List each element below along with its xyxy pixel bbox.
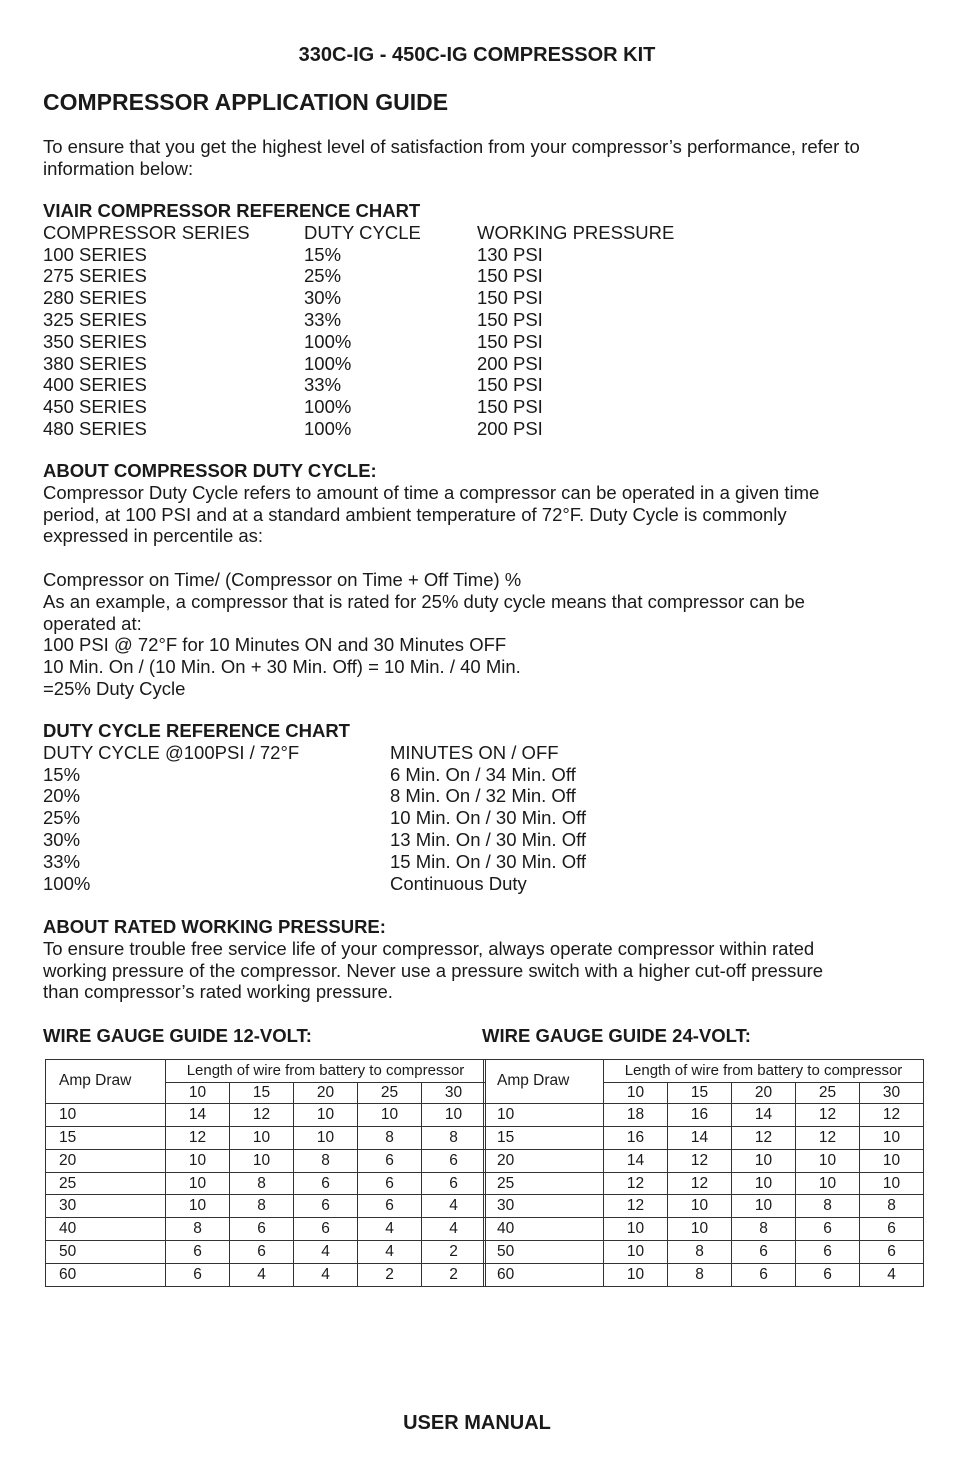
gauge-cell: 10 (796, 1172, 860, 1195)
reference-chart-row (43, 374, 913, 396)
gauge-cell: 12 (604, 1195, 668, 1218)
duty-cell: 100% (304, 396, 352, 418)
duty-chart-header (43, 742, 913, 764)
length-cell: 30 (860, 1082, 924, 1103)
gauge-cell: 2 (358, 1264, 422, 1287)
pressure-cell: 150 PSI (477, 308, 543, 330)
gauge-cell: 10 (166, 1172, 230, 1195)
gauge-cell: 12 (796, 1103, 860, 1126)
duty-about-line: Compressor on Time/ (Compressor on Time + Off Time) % (43, 568, 522, 590)
table-row (46, 1126, 486, 1149)
gauge-cell: 10 (604, 1241, 668, 1264)
gauge-cell: 12 (230, 1103, 294, 1126)
amp-cell: 60 (46, 1264, 166, 1287)
duty-cell: 33% (304, 308, 342, 330)
header-series: COMPRESSOR SERIES (43, 221, 250, 243)
duty-cell: 100% (304, 352, 352, 374)
gauge-cell: 8 (166, 1218, 230, 1241)
table-row (484, 1149, 924, 1172)
gauge-cell: 10 (860, 1126, 924, 1149)
minutes-cell: Continuous Duty (390, 872, 527, 894)
table-row (46, 1218, 486, 1241)
gauge-cell: 10 (668, 1195, 732, 1218)
gauge-cell: 6 (422, 1172, 486, 1195)
duty-cycle-reference-chart (43, 720, 913, 894)
amp-draw-header: Amp Draw (46, 1060, 166, 1104)
compressor-reference-chart (43, 200, 913, 440)
gauge-cell: 12 (796, 1126, 860, 1149)
gauge-cell: 8 (860, 1195, 924, 1218)
duty-cell: 100% (304, 417, 352, 439)
minutes-cell: 6 Min. On / 34 Min. Off (390, 763, 576, 785)
gauge-cell: 14 (668, 1126, 732, 1149)
duty-about-line: expressed in percentile as: (43, 525, 264, 547)
table-row (46, 1195, 486, 1218)
amp-cell: 30 (484, 1195, 604, 1218)
duty-cell: 20% (43, 785, 81, 807)
gauge-cell: 6 (732, 1241, 796, 1264)
gauge-cell: 6 (230, 1218, 294, 1241)
reference-chart-row (43, 331, 913, 353)
gauge-cell: 6 (422, 1149, 486, 1172)
gauge-cell: 4 (294, 1241, 358, 1264)
gauge-cell: 6 (860, 1241, 924, 1264)
gauge-cell: 16 (668, 1103, 732, 1126)
gauge-cell: 10 (294, 1103, 358, 1126)
table-row (46, 1241, 486, 1264)
pressure-cell: 200 PSI (477, 417, 543, 439)
reference-chart-title: VIAIR COMPRESSOR REFERENCE CHART (43, 200, 421, 221)
gauge-cell: 10 (166, 1195, 230, 1218)
gauge-cell: 10 (860, 1149, 924, 1172)
gauge-cell: 12 (604, 1172, 668, 1195)
gauge-cell: 6 (796, 1264, 860, 1287)
amp-cell: 60 (484, 1264, 604, 1287)
gauge-cell: 14 (166, 1103, 230, 1126)
pressure-about-line: than compressor’s rated working pressure. (43, 981, 393, 1003)
gauge-cell: 10 (604, 1218, 668, 1241)
gauge-cell: 12 (668, 1149, 732, 1172)
gauge-cell: 8 (668, 1264, 732, 1287)
gauge-cell: 12 (860, 1103, 924, 1126)
gauge-cell: 8 (796, 1195, 860, 1218)
gauge-cell: 4 (358, 1218, 422, 1241)
gauge-cell: 6 (166, 1264, 230, 1287)
table-row (46, 1103, 486, 1126)
pressure-cell: 130 PSI (477, 243, 543, 265)
gauge-cell: 18 (604, 1103, 668, 1126)
table-row (46, 1264, 486, 1287)
length-cell: 20 (294, 1082, 358, 1103)
series-cell: 280 SERIES (43, 287, 147, 309)
amp-cell: 15 (46, 1126, 166, 1149)
amp-cell: 25 (46, 1172, 166, 1195)
gauge-cell: 16 (604, 1126, 668, 1149)
gauge-cell: 12 (732, 1126, 796, 1149)
amp-cell: 10 (46, 1103, 166, 1126)
duty-cell: 100% (43, 872, 91, 894)
reference-chart-row (43, 396, 913, 418)
gauge-cell: 4 (358, 1241, 422, 1264)
header-minutes: MINUTES ON / OFF (390, 741, 559, 763)
series-cell: 450 SERIES (43, 396, 147, 418)
gauge-cell: 8 (230, 1195, 294, 1218)
gauge-cell: 6 (732, 1264, 796, 1287)
gauge-cell: 14 (604, 1149, 668, 1172)
duty-chart-row (43, 785, 913, 807)
gauge-cell: 6 (358, 1149, 422, 1172)
gauge-cell: 8 (230, 1172, 294, 1195)
table-row (484, 1241, 924, 1264)
series-cell: 100 SERIES (43, 243, 147, 265)
table-header-row (484, 1060, 924, 1083)
series-cell: 275 SERIES (43, 265, 147, 287)
duty-about-line: As an example, a compressor that is rated for 25% duty cycle means that compressor can be (43, 590, 805, 612)
length-cell: 25 (358, 1082, 422, 1103)
duty-about-line: period, at 100 PSI and at a standard ambient temperature of 72°F. Duty Cycle is commonly (43, 503, 787, 525)
minutes-cell: 15 Min. On / 30 Min. Off (390, 850, 587, 872)
table-row (484, 1264, 924, 1287)
gauge-cell: 6 (166, 1241, 230, 1264)
amp-cell: 10 (484, 1103, 604, 1126)
gauge-cell: 6 (294, 1172, 358, 1195)
pressure-cell: 150 PSI (477, 374, 543, 396)
wire-gauge-24v-table (483, 1059, 924, 1287)
amp-draw-header: Amp Draw (484, 1060, 604, 1104)
gauge-cell: 10 (796, 1149, 860, 1172)
minutes-cell: 10 Min. On / 30 Min. Off (390, 807, 587, 829)
duty-about-line: Compressor Duty Cycle refers to amount of time a compressor can be operated in a given time (43, 481, 820, 503)
gauge-cell: 6 (796, 1241, 860, 1264)
working-pressure-about-section (43, 916, 913, 1003)
amp-cell: 50 (46, 1241, 166, 1264)
pressure-cell: 200 PSI (477, 352, 543, 374)
table-row (46, 1172, 486, 1195)
pressure-cell: 150 PSI (477, 396, 543, 418)
duty-chart-title: DUTY CYCLE REFERENCE CHART (43, 720, 350, 741)
intro-paragraph (43, 136, 913, 180)
length-header: Length of wire from battery to compressor (604, 1060, 924, 1083)
duty-cell: 25% (43, 807, 81, 829)
duty-about-line: operated at: (43, 612, 142, 634)
duty-chart-row (43, 764, 913, 786)
reference-chart-row (43, 287, 913, 309)
duty-about-line: =25% Duty Cycle (43, 677, 186, 699)
gauge-cell: 10 (166, 1149, 230, 1172)
gauge-cell: 8 (358, 1126, 422, 1149)
duty-chart-row (43, 873, 913, 895)
gauge-cell: 4 (422, 1218, 486, 1241)
duty-cell: 33% (43, 850, 81, 872)
minutes-cell: 8 Min. On / 32 Min. Off (390, 785, 576, 807)
duty-cycle-about-section (43, 460, 913, 700)
table-row (484, 1126, 924, 1149)
gauge-cell: 14 (732, 1103, 796, 1126)
table-row (46, 1149, 486, 1172)
gauge-cell: 10 (604, 1264, 668, 1287)
length-cell: 15 (668, 1082, 732, 1103)
amp-cell: 20 (484, 1149, 604, 1172)
minutes-cell: 13 Min. On / 30 Min. Off (390, 828, 587, 850)
gauge-cell: 6 (294, 1218, 358, 1241)
gauge-cell: 10 (668, 1218, 732, 1241)
table-row (484, 1103, 924, 1126)
length-cell: 30 (422, 1082, 486, 1103)
gauge-cell: 8 (294, 1149, 358, 1172)
gauge-cell: 10 (732, 1172, 796, 1195)
gauge-cell: 4 (422, 1195, 486, 1218)
pressure-about-title: ABOUT RATED WORKING PRESSURE: (43, 916, 386, 937)
wire-gauge-12v-title: WIRE GAUGE GUIDE 12-VOLT: (43, 1025, 312, 1046)
footer-user-manual: USER MANUAL (403, 1412, 551, 1434)
duty-cell: 100% (304, 330, 352, 352)
length-cell: 20 (732, 1082, 796, 1103)
length-cell: 10 (166, 1082, 230, 1103)
wire-gauge-24v-title: WIRE GAUGE GUIDE 24-VOLT: (482, 1025, 751, 1046)
series-cell: 480 SERIES (43, 417, 147, 439)
gauge-cell: 10 (732, 1195, 796, 1218)
gauge-cell: 8 (732, 1218, 796, 1241)
gauge-cell: 2 (422, 1264, 486, 1287)
pressure-cell: 150 PSI (477, 265, 543, 287)
duty-about-line: 10 Min. On / (10 Min. On + 30 Min. Off) = 10 Min. / 40 Min. (43, 656, 521, 678)
duty-cell: 25% (304, 265, 342, 287)
duty-about-line (43, 547, 913, 569)
pressure-about-line: To ensure trouble free service life of your compressor, always operate compressor within rated (43, 937, 815, 959)
table-header-row (46, 1060, 486, 1083)
amp-cell: 50 (484, 1241, 604, 1264)
header-duty-cycle: DUTY CYCLE (304, 221, 421, 243)
amp-cell: 40 (484, 1218, 604, 1241)
gauge-cell: 6 (294, 1195, 358, 1218)
gauge-cell: 10 (860, 1172, 924, 1195)
intro-line: To ensure that you get the highest level of satisfaction from your compressor’s performance, refer to (43, 136, 860, 157)
gauge-cell: 6 (358, 1172, 422, 1195)
series-cell: 400 SERIES (43, 374, 147, 396)
gauge-cell: 4 (860, 1264, 924, 1287)
gauge-cell: 12 (668, 1172, 732, 1195)
length-header: Length of wire from battery to compressor (166, 1060, 486, 1083)
wire-gauge-12v-table (45, 1059, 486, 1287)
pressure-cell: 150 PSI (477, 330, 543, 352)
series-cell: 380 SERIES (43, 352, 147, 374)
duty-chart-row (43, 807, 913, 829)
gauge-cell: 6 (860, 1218, 924, 1241)
duty-cell: 33% (304, 374, 342, 396)
gauge-cell: 10 (358, 1103, 422, 1126)
table-row (484, 1218, 924, 1241)
duty-about-line: 100 PSI @ 72°F for 10 Minutes ON and 30 Minutes OFF (43, 634, 507, 656)
intro-line: information below: (43, 157, 194, 179)
series-cell: 350 SERIES (43, 330, 147, 352)
duty-cell: 15% (43, 763, 81, 785)
gauge-cell: 6 (230, 1241, 294, 1264)
length-cell: 25 (796, 1082, 860, 1103)
length-cell: 10 (604, 1082, 668, 1103)
header-duty-cycle: DUTY CYCLE @100PSI / 72°F (43, 741, 300, 763)
length-cell: 15 (230, 1082, 294, 1103)
kit-title: 330C-IG - 450C-IG COMPRESSOR KIT (298, 44, 656, 66)
amp-cell: 25 (484, 1172, 604, 1195)
gauge-cell: 4 (230, 1264, 294, 1287)
gauge-cell: 12 (166, 1126, 230, 1149)
duty-chart-row (43, 829, 913, 851)
duty-chart-row (43, 851, 913, 873)
reference-chart-row (43, 265, 913, 287)
reference-chart-header (43, 222, 913, 244)
amp-cell: 40 (46, 1218, 166, 1241)
duty-cell: 30% (304, 287, 342, 309)
table-row (484, 1195, 924, 1218)
gauge-cell: 4 (294, 1264, 358, 1287)
table-row (484, 1172, 924, 1195)
duty-cell: 30% (43, 828, 81, 850)
gauge-cell: 6 (796, 1218, 860, 1241)
guide-title: COMPRESSOR APPLICATION GUIDE (43, 89, 449, 115)
gauge-cell: 10 (230, 1149, 294, 1172)
reference-chart-row (43, 309, 913, 331)
gauge-cell: 6 (358, 1195, 422, 1218)
amp-cell: 15 (484, 1126, 604, 1149)
gauge-cell: 10 (732, 1149, 796, 1172)
series-cell: 325 SERIES (43, 308, 147, 330)
gauge-cell: 10 (230, 1126, 294, 1149)
gauge-cell: 10 (294, 1126, 358, 1149)
reference-chart-row (43, 353, 913, 375)
reference-chart-row (43, 244, 913, 266)
pressure-about-line: working pressure of the compressor. Never use a pressure switch with a higher cut-off pressure (43, 959, 824, 981)
gauge-cell: 8 (668, 1241, 732, 1264)
amp-cell: 30 (46, 1195, 166, 1218)
duty-cell: 15% (304, 243, 342, 265)
pressure-cell: 150 PSI (477, 287, 543, 309)
gauge-cell: 8 (422, 1126, 486, 1149)
duty-cycle-about-title: ABOUT COMPRESSOR DUTY CYCLE: (43, 460, 377, 481)
header-working-pressure: WORKING PRESSURE (477, 221, 675, 243)
gauge-cell: 10 (422, 1103, 486, 1126)
gauge-cell: 2 (422, 1241, 486, 1264)
reference-chart-row (43, 418, 913, 440)
amp-cell: 20 (46, 1149, 166, 1172)
